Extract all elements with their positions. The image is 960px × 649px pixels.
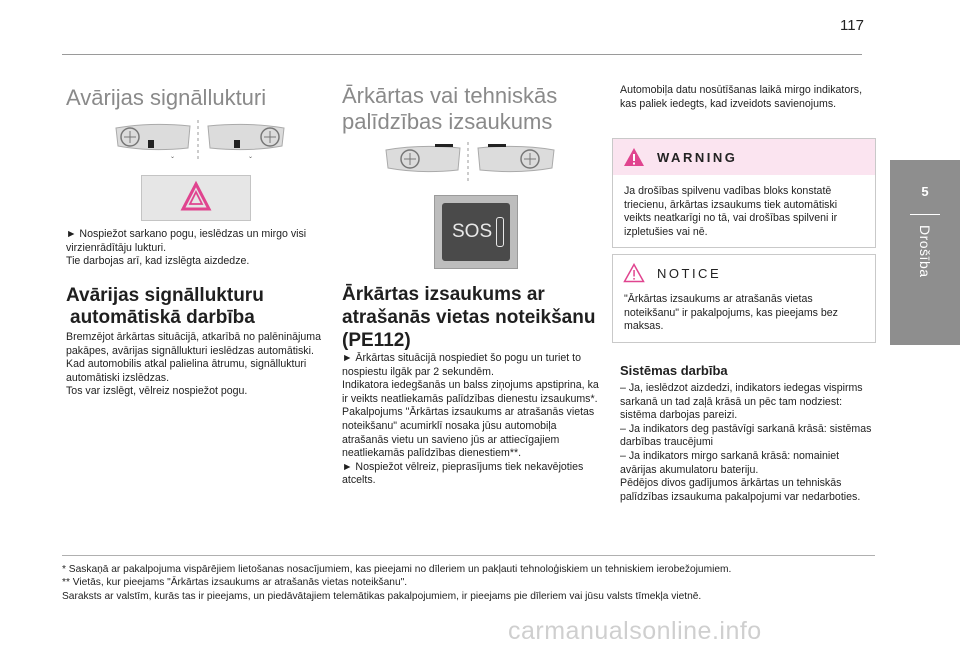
section-label: Drošība [917, 225, 933, 278]
data-transmission-text: Automobiļa datu nosūtīšanas laikā mirgo indikators, kas paliek iedegts, kad izveidots savienojums. [620, 84, 863, 110]
system-operation-heading: Sistēmas darbība [620, 363, 728, 378]
notice-text: "Ārkārtas izsaukums ar atrašanās vietas noteikšanu" ir pakalpojums, kas pieejams bez maksas. [624, 293, 838, 333]
emergency-call-heading: Ārkārtas vai tehniskās palīdzības izsaukums [342, 83, 558, 134]
notice-box [612, 254, 876, 343]
hazard-button[interactable] [141, 175, 251, 221]
watermark: carmanualsonline.info [508, 617, 762, 645]
sos-button-panel [434, 195, 518, 269]
auto-hazard-text: Bremzējot ārkārtas situācijā, atkarībā no palēninājuma pakāpes, avārijas signāllukturi ieslēdzas automātiski. Kad automobilis atkal palielina ātrumu, signāllukturi automātiski izslēdzas. Tos var izslēgt, vēlreiz nospiežot pogu. [66, 331, 321, 398]
footnote-divider [62, 555, 875, 556]
warning-box [612, 138, 876, 248]
header-divider [62, 54, 862, 55]
section-number: 5 [921, 184, 929, 199]
hazard-triangle-icon [142, 176, 250, 220]
section-tab[interactable] [890, 160, 960, 345]
notice-triangle-icon [623, 263, 645, 283]
sos-button[interactable] [442, 203, 510, 261]
sos-console-illustration [380, 140, 560, 186]
warning-title: WARNING [657, 149, 738, 165]
warning-header [613, 139, 875, 175]
notice-header [613, 255, 875, 291]
warning-triangle-icon [623, 147, 645, 167]
warning-text: Ja drošības spilvenu vadības bloks konstatē triecienu, ārkārtas izsaukums tiek automātiski veikts neatkarīgi no tā, vai drošības spilveni ir izpletušies vai nē. [613, 175, 875, 247]
page-number: 117 [840, 17, 864, 34]
section-tab-divider [910, 214, 940, 215]
hazard-lights-heading: Avārijas signāllukturi [66, 85, 267, 110]
pe112-text: ► Ārkārtas situācijā nospiediet šo pogu un turiet to nospiestu ilgāk par 2 sekundēm. Indikatora iedegšanās un balss ziņojums apstiprina, ka ir veikts neatliekamās palīdzības dienestu izsaukums*. Pakalpojums "Ārkārtas izsaukums ar atrašanās vietas noteikšanu" acumirklī nosaka jūsu automobiļa atrašanās vietu un savieno jūs ar attiecīgajiem neatliekamās palīdzības dienestiem**. ► Nospiežot vēlreiz, pieprasījums tiek nekavējoties atcelts. [342, 352, 599, 487]
svg-text:⌄: ⌄ [170, 153, 176, 160]
overhead-console-illustration [110, 118, 290, 164]
notice-title: NOTICE [657, 265, 722, 281]
sos-indicator [496, 217, 504, 247]
footnotes: * Saskaņā ar pakalpojuma vispārējiem lietošanas nosacījumiem, kas pieejami no dīleriem un pakļauti tehnoloģiskiem un tehniskiem ierobežojumiem. ** Vietās, kur pieejams "Ārkārtas izsaukums ar atrašanās vietas noteikšanu". Saraksts ar valstīm, kurās tas ir pieejams, un piedāvātajiem telemātikas pakalpojumiem, ir pieejams pie dīleriem vai jūsu valsts tīmekļa vietnē. [62, 564, 732, 602]
pe112-heading: Ārkārtas izsaukums ar atrašanās vietas noteikšanu (PE112) [342, 284, 596, 351]
hazard-instructions: ► Nospiežot sarkano pogu, ieslēdzas un mirgo visi virzienrādītāju lukturi. Tie darbojas arī, kad izslēgta aizdedze. [66, 228, 307, 268]
sos-label: SOS [452, 221, 493, 242]
svg-text:⌄: ⌄ [248, 153, 254, 160]
auto-hazard-heading: Avārijas signāllukturu automātiskā darbība [66, 285, 264, 328]
system-operation-text: – Ja, ieslēdzot aizdedzi, indikators iedegas vispirms sarkanā un tad zaļā krāsā un pēc tam nodziest: sistēma darbojas pareizi. – Ja indikators deg pastāvīgi sarkanā krāsā: sistēmas darbības traucējumi – Ja indikators mirgo sarkanā krāsā: nomainiet avārijas akumulatoru bateriju. Pēdējos divos gadījumos ārkārtas un tehniskās palīdzības izsaukuma pakalpojumi var nedarboties. [620, 382, 872, 503]
